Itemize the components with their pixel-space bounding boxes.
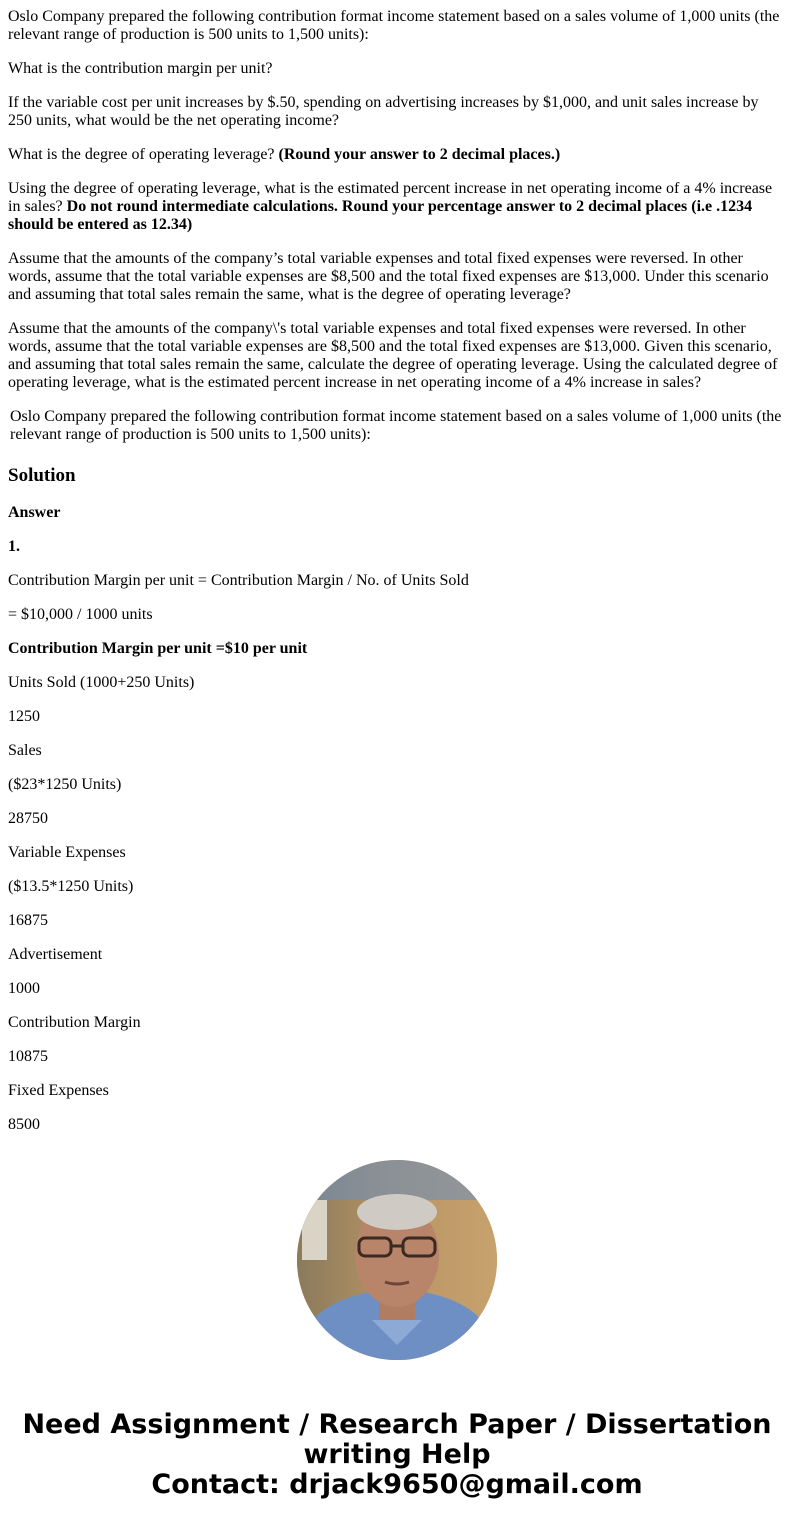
line-item: 10875 <box>8 1048 48 1065</box>
question-3-text: What is the degree of operating leverage? <box>8 146 279 163</box>
avatar <box>297 1160 497 1360</box>
person-portrait-image <box>297 1160 497 1360</box>
promo-banner <box>0 1160 794 1500</box>
question-3 <box>8 146 786 164</box>
solution-content <box>8 504 786 1169</box>
document-body <box>0 8 794 1169</box>
solution-heading: Solution <box>8 465 76 486</box>
line-item: Sales <box>8 742 42 759</box>
line-item: 28750 <box>8 810 48 827</box>
question-intro-repeat: Oslo Company prepared the following contribution format income statement based on a sales volume of 1,000 units (the relevant range of production is 500 units to 1,500 units): <box>10 408 782 443</box>
line-item: Units Sold (1000+250 Units) <box>8 674 195 691</box>
line-item: 16875 <box>8 912 48 929</box>
promo-line-1: Need Assignment / Research Paper / Dissertation <box>22 1409 772 1440</box>
question-1: What is the contribution margin per unit? <box>8 60 273 77</box>
cm-result: Contribution Margin per unit =$10 per unit <box>8 640 308 657</box>
question-3-note: (Round your answer to 2 decimal places.) <box>278 146 561 163</box>
question-5: Assume that the amounts of the company’s total variable expenses and total fixed expenses were reversed. In other words, assume that the total variable expenses are $8,500 and the total fixed expenses are $13,000. Under this scenario and assuming that total sales remain the same, what is the degree of operating leverage? <box>8 250 769 303</box>
question-4-text: Using the degree of operating leverage, what is the estimated percent increase in net operating income of a 4% increase in sales? <box>8 180 773 215</box>
line-item: ($23*1250 Units) <box>8 776 122 793</box>
answer-label: Answer <box>8 504 61 521</box>
line-item: Advertisement <box>8 946 103 963</box>
question-6: Assume that the amounts of the company\'s total variable expenses and total fixed expenses were reversed. In other words, assume that the total variable expenses are $8,500 and the total fixed expenses are $13,000. Given this scenario, and assuming that total sales remain the same, calculate the degree of operating leverage. Using the calculated degree of operating leverage, what is the estimated percent increase in net operating income of a 4% increase in sales? <box>8 320 778 391</box>
question-4 <box>8 180 786 234</box>
promo-text <box>0 1410 794 1500</box>
question-2: If the variable cost per unit increases by $.50, spending on advertising increases by $1,000, and unit sales increase by 250 units, what would be the net operating income? <box>8 94 759 129</box>
part-1-label: 1. <box>8 538 20 555</box>
promo-contact: Contact: drjack9650@gmail.com <box>151 1469 643 1500</box>
question-intro: Oslo Company prepared the following contribution format income statement based on a sales volume of 1,000 units (the relevant range of production is 500 units to 1,500 units): <box>8 8 780 43</box>
cm-formula: Contribution Margin per unit = Contribution Margin / No. of Units Sold <box>8 572 469 589</box>
line-item: 1000 <box>8 980 40 997</box>
line-item: Fixed Expenses <box>8 1082 109 1099</box>
line-item: Variable Expenses <box>8 844 126 861</box>
promo-line-2: writing Help <box>303 1439 491 1470</box>
cm-calculation: = $10,000 / 1000 units <box>8 606 153 623</box>
line-item: 1250 <box>8 708 40 725</box>
line-item: ($13.5*1250 Units) <box>8 878 134 895</box>
question-4-note: Do not round intermediate calculations. Round your percentage answer to 2 decimal places (i.e .1234 should be entered as 12.34) <box>8 198 753 233</box>
line-item: Contribution Margin <box>8 1014 141 1031</box>
line-item: 8500 <box>8 1116 40 1133</box>
